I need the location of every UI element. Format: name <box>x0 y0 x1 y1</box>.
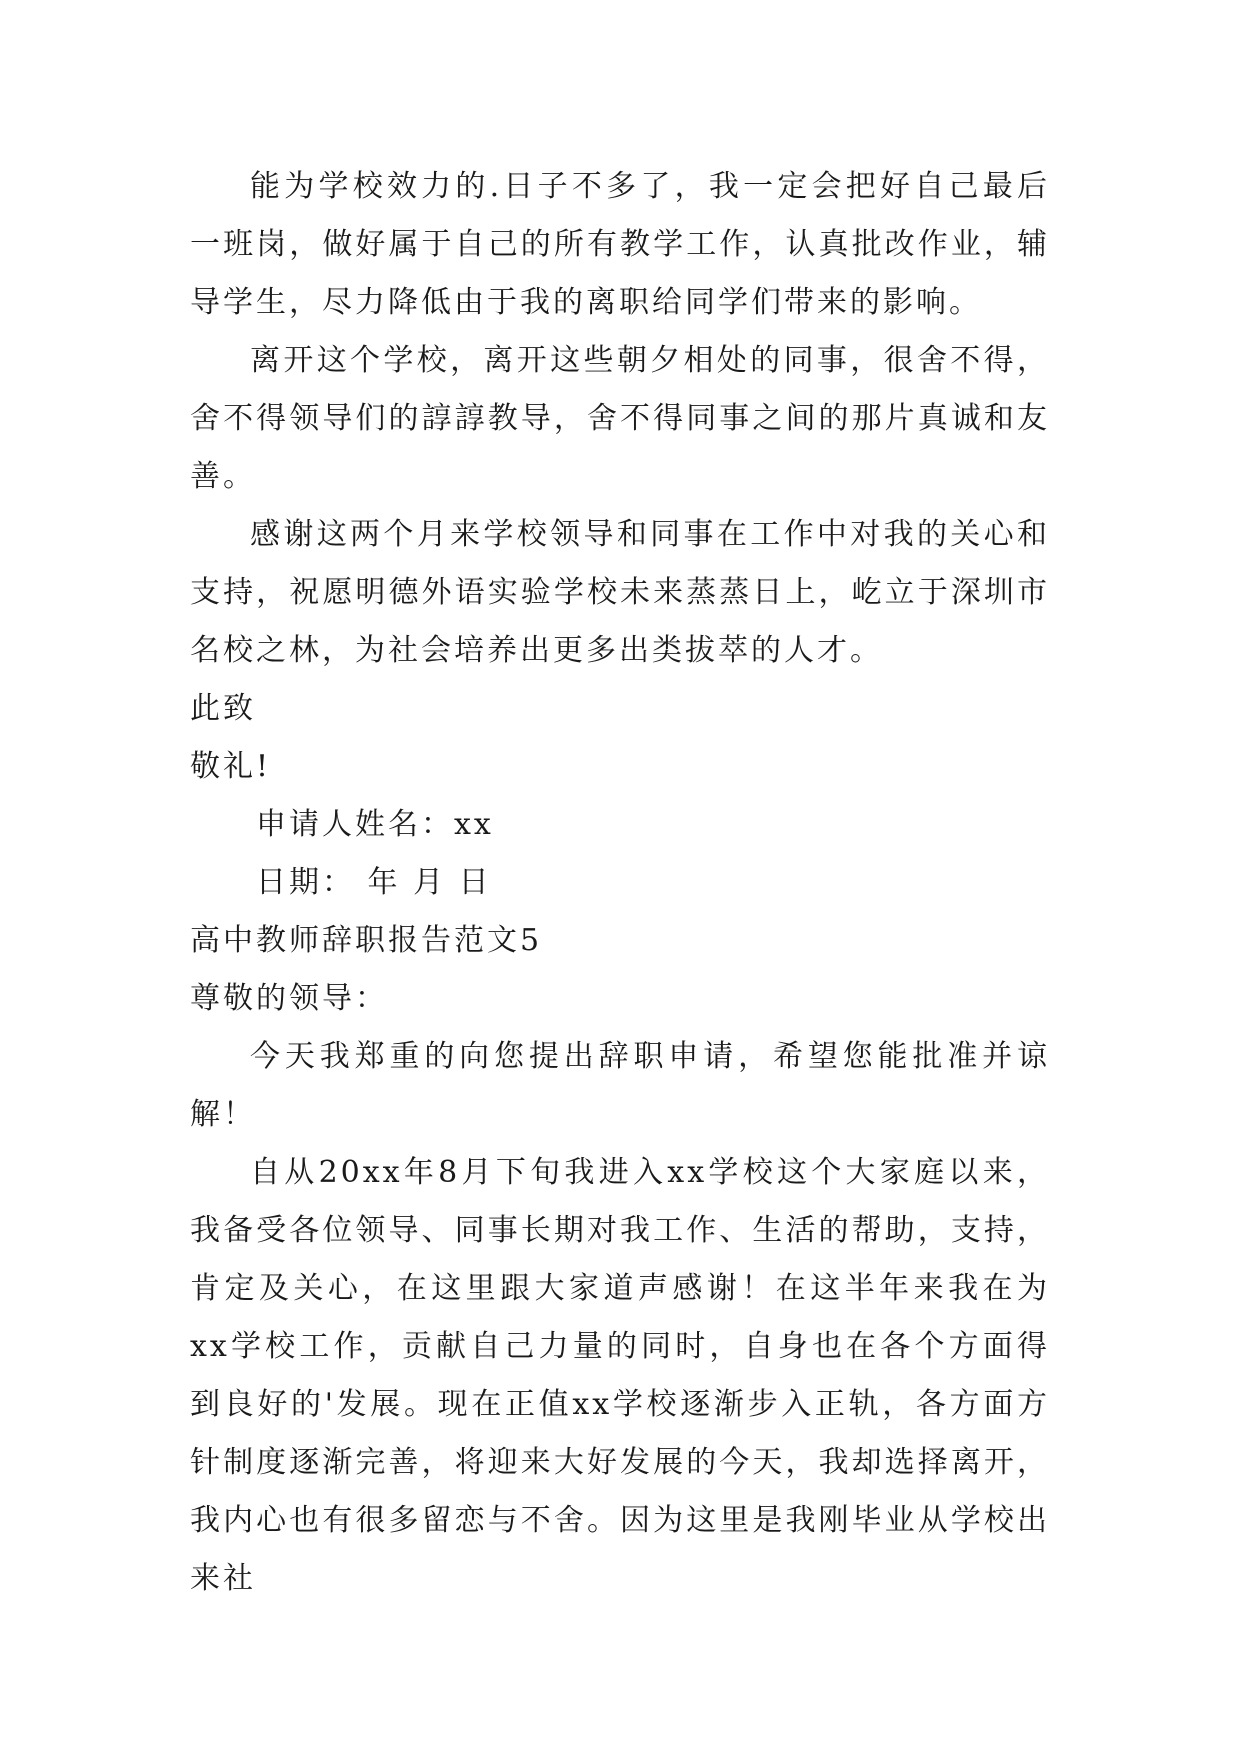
applicant-name: 申请人姓名：xx <box>256 807 494 842</box>
closing-line: 敬礼! <box>190 749 272 784</box>
body-paragraph: 感谢这两个月来学校领导和同事在工作中对我的关心和支持，祝愿明德外语实验学校未来蒸蒸日上，屹立于深圳市名校之林，为社会培养出更多出类拔萃的人才。 <box>190 517 1050 668</box>
document-body <box>190 158 1050 1608</box>
section-title: 高中教师辞职报告范文5 <box>190 923 543 958</box>
body-paragraph: 离开这个学校，离开这些朝夕相处的同事，很舍不得，舍不得领导们的諄諄教导，舍不得同事之间的那片真诚和友善。 <box>190 343 1050 494</box>
body-paragraph: 能为学校效力的.日子不多了，我一定会把好自己最后一班岗，做好属于自己的所有教学工作，认真批改作业，辅导学生，尽力降低由于我的离职给同学们带来的影响。 <box>190 169 1050 320</box>
body-paragraph: 今天我郑重的向您提出辞职申请，希望您能批准并谅解！ <box>190 1039 1050 1132</box>
body-paragraph: 自从20xx年8月下旬我进入xx学校这个大家庭以来，我备受各位领导、同事长期对我工作、生活的帮助，支持，肯定及关心，在这里跟大家道声感谢！在这半年来我在为xx学校工作，贡献自己力量的同时，自身也在各个方面得到良好的'发展。现在正值xx学校逐渐步入正轨，各方面方针制度逐渐完善，将迎来大好发展的今天，我却选择离开，我内心也有很多留恋与不舍。因为这里是我刚毕业从学校出来社 <box>190 1155 1050 1596</box>
salutation: 尊敬的领导： <box>190 981 388 1016</box>
closing-line: 此致 <box>190 691 256 726</box>
date-line: 日期： 年 月 日 <box>256 865 492 900</box>
